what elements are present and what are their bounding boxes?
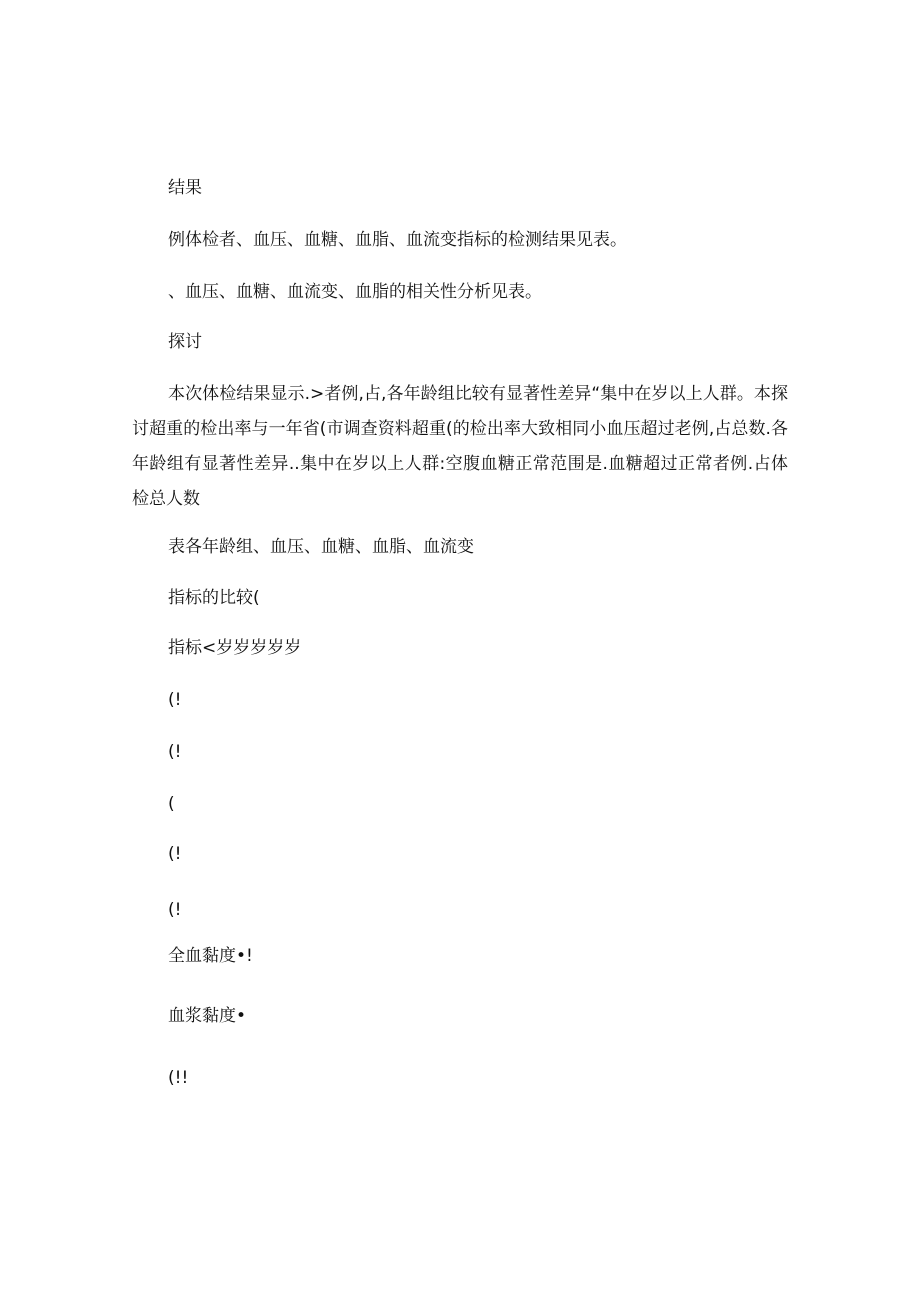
table-caption-line-1: 表各年龄组、血压、血糖、血脂、血流变 [168,537,474,557]
results-line-1: 例体检者、血压、血糖、血脂、血流变指标的检测结果见表。 [168,230,627,250]
table-row-plasma-viscosity: 血浆黏度• [168,1006,247,1026]
table-row-last: (!! [168,1068,189,1088]
table-row: (! [168,900,182,920]
table-header-line: 指标<岁岁岁岁岁 [168,638,302,658]
discussion-paragraph: 本次体检结果显示.>者例,占,各年龄组比较有显著性差异“集中在岁以上人群。本探讨超重的检出率与一年省(市调查资料超重(的检出率大致相同小血压超过老例,占总数.各年龄组有显著性差异..集中在岁以上人群:空腹血糖正常范围是.血糖超过正常者例.占体检总人数 [132,384,788,509]
table-row: (! [168,690,182,710]
table-row-whole-blood-viscosity: 全血黏度•! [168,946,253,966]
table-row: (! [168,742,182,762]
table-caption-line-2: 指标的比较( [168,588,260,608]
section-heading-discussion: 探讨 [168,332,202,352]
results-line-2: 、血压、血糖、血流变、血脂的相关性分析见表。 [168,282,542,302]
section-heading-results: 结果 [168,178,202,198]
table-row: (! [168,844,182,864]
table-row: ( [168,794,175,814]
